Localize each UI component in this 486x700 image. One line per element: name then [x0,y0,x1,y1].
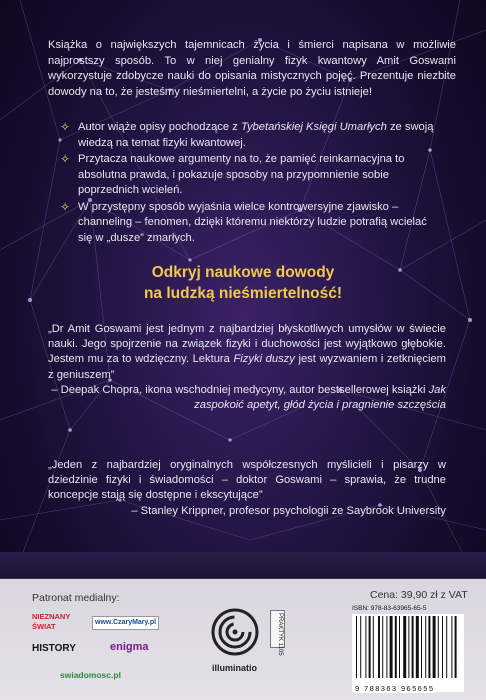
publisher-logo [207,607,262,673]
sparkle-icon: ✧ [60,120,71,134]
list-item: ✧ W przystępny sposób wyjaśnia wielce kontrowersyjne zjawisko – channeling – fenomen, dzięki któremu niektórzy ludzie potrafią wcielać się w „dusze” zmarłych. [60,199,427,244]
labyrinth-icon [210,607,260,657]
barcode [352,614,464,692]
quote-chopra: „Dr Amit Goswami jest jednym z najbardziej błyskotliwych umysłów w świecie nauki. Jego spojrzenie na związek fizyki i duchowości jest wyjątkowo głębokie. Jestem mu za to wdzięczny. Lektura Fizyki duszy jest wyzwaniem i zetknięciem z geniuszem” – Deepak Chopra, ikona wschodniej medycyny, autor bestsellerowej książki Jak zaspokoić apetyt, głód życia i pragnienie szczęścia [48,322,446,413]
isbn-text: ISBN: 978-83-63965-65-5 [352,605,427,612]
quote-krippner: „Jeden z najbardziej oryginalnych współczesnych myślicieli i pisarzy w dziedzinie fizyki i świadomości – doktor Goswami – sprawia, że trudne koncepcje stają się dostępne i ekscytujące” – Stanley Krippner, profesor psychologii ze Saybrook University [48,458,446,519]
sticker: PRAKTYK 1105 [270,610,285,648]
media-logos [30,608,168,690]
logo-swiadomosc: swiadomosc.pl [60,670,121,680]
list-item: ✧ Autor wiąże opisy pochodzące z Tybetańskiej Księgi Umarłych ze swoją wiedzą na temat fizyki kwantowej. [60,120,434,149]
logo-czarymary: www.CzaryMary.pl [92,616,159,630]
price-label: Cena: 39,90 zł z VAT [370,589,468,601]
logo-enigma: enigma [110,641,149,653]
sparkle-icon: ✧ [60,152,71,166]
headline: Odkryj naukowe dowody na ludzką nieśmiertelność! [143,264,343,302]
sparkle-icon: ✧ [60,199,71,214]
quote-attribution: – Stanley Krippner, profesor psychologii ze Saybrook University [131,504,446,517]
list-item: ✧ Przytacza naukowe argumenty na to, że pamięć reinkarnacyjna to absolutna prawda, i pokazuje sposoby na przypomnienie sobie poprzednich wcieleń. [60,152,405,196]
isbn-block [352,605,464,692]
logo-history: HISTORY [32,643,76,654]
barcode-bars [352,614,464,684]
quote-attribution: – Deepak Chopra, ikona wschodniej medycyny, autor bestsellerowej książki Jak zaspokoić apetyt, głód życia i pragnienie szczęścia [51,383,446,412]
publisher-name: illuminatio [212,663,257,673]
feature-list [60,120,442,247]
barcode-digits: 9 788363 965655 [355,684,435,693]
logo-nieznany-swiat: NIEZNANY ŚWIAT [32,612,71,631]
intro-paragraph: Książka o największych tajemnicach życia i śmierci napisana w możliwie najprostszy sposób. To w niej genialny fizyk kwantowy Amit Goswami wykorzystuje zdobycze nauki do opisania mistycznych pojęć. Prezentuje niezbite dowody na to, że jesteśmy nieśmiertelni, a życie po życiu istnieje! [48,39,456,98]
media-patronage-label: Patronat medialny: [32,592,120,604]
